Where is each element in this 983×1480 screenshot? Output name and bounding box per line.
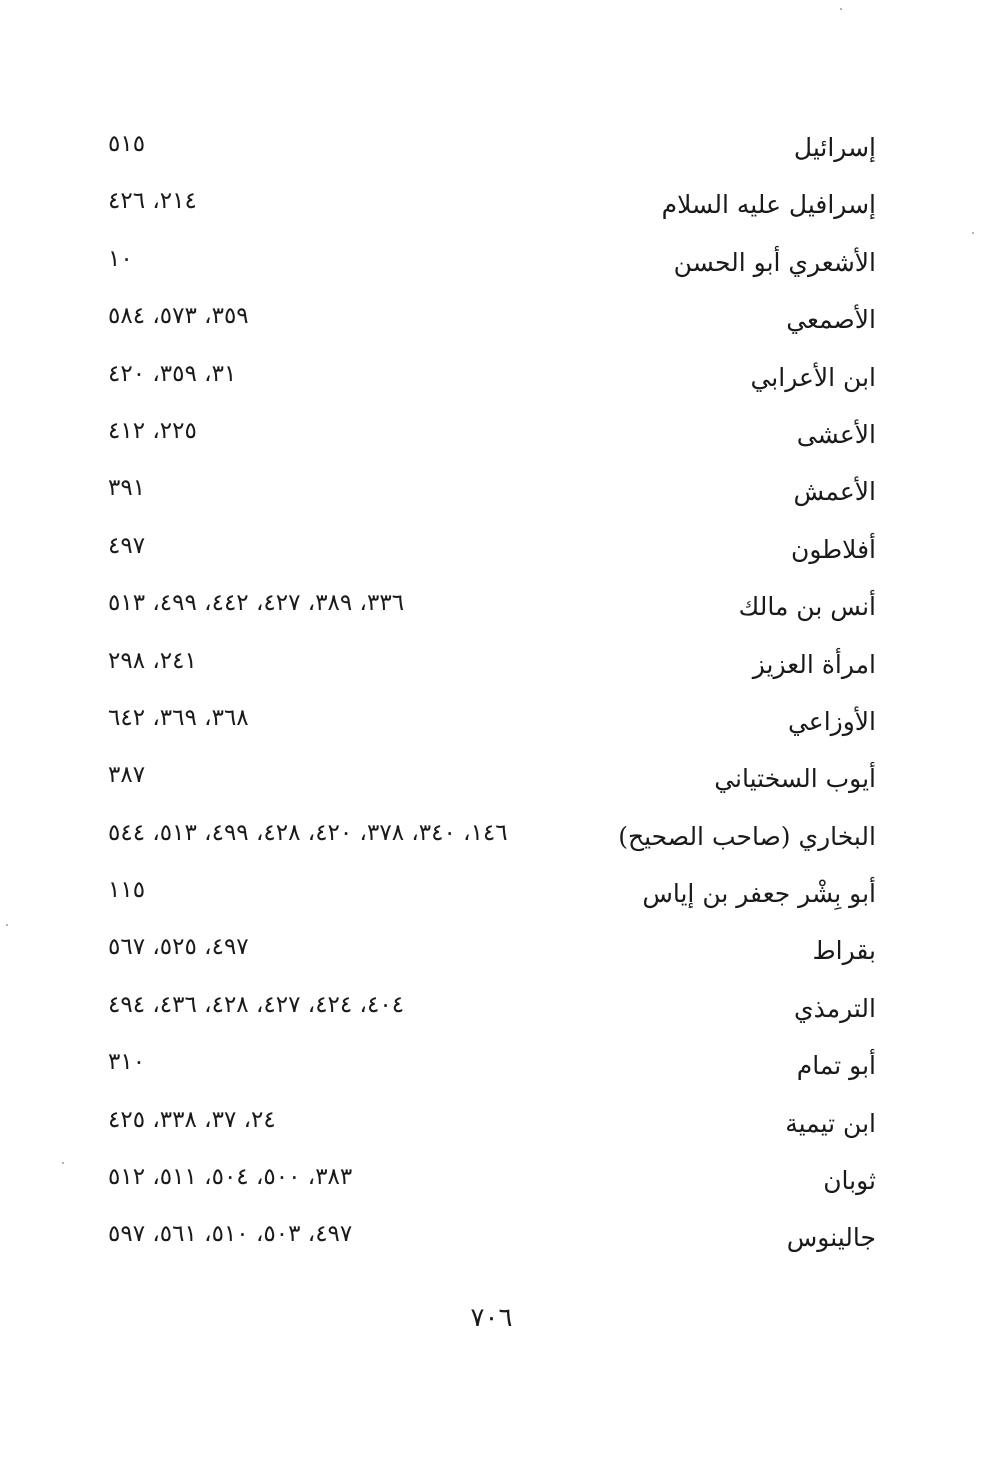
entry-name: بقراط [812,936,876,966]
entry-page-references: ٣١٠ [108,1049,146,1076]
entry-page-references: ٤٠٤، ٤٢٤، ٤٢٧، ٤٢٨، ٤٣٦، ٤٩٤ [108,991,405,1018]
index-entry [100,1157,890,1214]
index-entry [100,411,890,468]
entry-name: امرأة العزيز [752,649,876,679]
entry-name: أيوب السختياني [714,764,876,794]
name-index-list [100,124,890,1272]
index-entry [100,124,890,181]
entry-page-references: ٣١، ٣٥٩، ٤٢٠ [108,360,237,387]
index-entry [100,583,890,640]
entry-page-references: ١٠ [108,245,133,272]
entry-name: أبو بِشْر جعفر بن إياس [642,879,876,909]
index-entry [100,1042,890,1099]
index-entry [100,641,890,698]
index-entry [100,870,890,927]
entry-name: الأعمش [793,477,876,507]
entry-page-references: ٣٨٧ [108,762,146,789]
entry-name: الأوزاعي [787,706,876,736]
index-entry [100,239,890,296]
entry-name: الأعشى [796,419,876,449]
entry-name: ابن تيمية [785,1108,876,1138]
entry-page-references: ٣٦٨، ٣٦٩، ٦٤٢ [108,704,249,731]
entry-page-references: ٢١٤، ٤٢٦ [108,188,197,215]
scan-speck [62,1162,64,1164]
entry-page-references: ٢٢٥، ٤١٢ [108,417,197,444]
index-entry [100,468,890,525]
entry-page-references: ٣٩١ [108,475,146,502]
index-entry [100,1100,890,1157]
entry-name: ابن الأعرابي [750,362,876,392]
entry-page-references: ٣٥٩، ٥٧٣، ٥٨٤ [108,303,249,330]
entry-name: أفلاطون [791,534,876,564]
entry-page-references: ٣٣٦، ٣٨٩، ٤٢٧، ٤٤٢، ٤٩٩، ٥١٣ [108,590,405,617]
entry-name: الأشعري أبو الحسن [673,247,876,277]
entry-name: البخاري (صاحب الصحيح) [618,821,876,851]
index-entry [100,181,890,238]
entry-name: إسرافيل عليه السلام [661,190,876,220]
scan-speck [840,8,842,10]
entry-page-references: ٥١٥ [108,131,146,157]
entry-name: الترمذي [794,993,876,1023]
entry-name: الأصمعي [786,305,876,335]
index-entry [100,927,890,984]
index-entry [100,1214,890,1271]
index-entry [100,354,890,411]
index-entry [100,985,890,1042]
entry-page-references: ٤٩٧، ٥٢٥، ٥٦٧ [108,934,249,961]
entry-page-references: ٤٩٧ [108,532,146,559]
entry-page-references: ٤٩٧، ٥٠٣، ٥١٠، ٥٦١، ٥٩٧ [108,1221,353,1248]
index-entry [100,813,890,870]
index-entry [100,755,890,812]
entry-name: جالينوس [786,1223,876,1253]
index-entry [100,296,890,353]
entry-name: أنس بن مالك [738,592,876,622]
entry-page-references: ٢٤، ٣٧، ٣٣٨، ٤٢٥ [108,1106,276,1133]
entry-name: أبو تمام [796,1051,876,1081]
entry-page-references: ٢٤١، ٢٩٨ [108,647,197,674]
scan-speck [6,924,8,926]
entry-page-references: ١٤٦، ٣٤٠، ٣٧٨، ٤٢٠، ٤٢٨، ٤٩٩، ٥١٣، ٥٤٤ [108,819,508,846]
index-entry [100,526,890,583]
index-entry [100,698,890,755]
scan-speck [972,232,974,234]
entry-name: ثوبان [823,1166,876,1196]
page-number: ٧٠٦ [470,1303,513,1333]
entry-page-references: ١١٥ [108,877,146,904]
entry-name: إسرائيل [793,133,876,162]
entry-page-references: ٣٨٣، ٥٠٠، ٥٠٤، ٥١١، ٥١٢ [108,1164,353,1191]
